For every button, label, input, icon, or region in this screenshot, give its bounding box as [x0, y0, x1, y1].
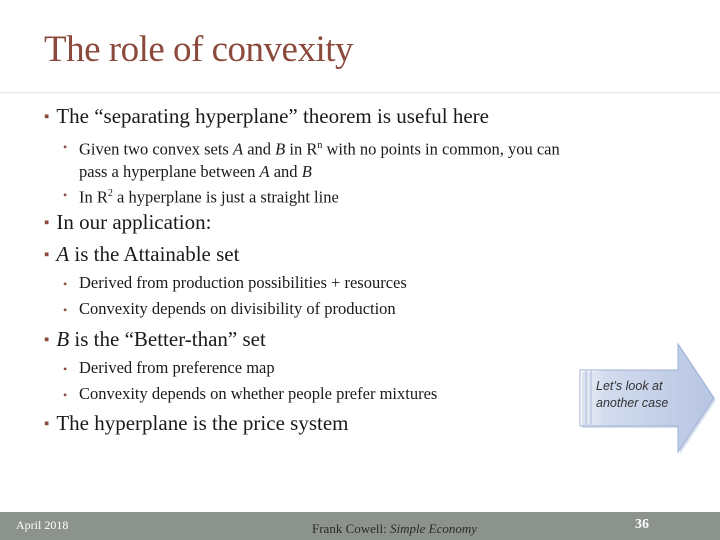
dot-bullet-icon: •: [63, 362, 68, 376]
subbullet-two-convex-sets: [64, 135, 560, 183]
subbullet-two-convex-sets-line1: Given two convex sets A and B in $R^n$ with no points in common, you can: [79, 139, 560, 159]
square-bullet-icon: ▪: [44, 247, 50, 263]
subbullet-production-possibilities: • Derived from production possibilities + resources: [64, 272, 407, 294]
slide-title: The role of convexity: [44, 29, 354, 70]
square-bullet-icon: ▪: [44, 215, 50, 231]
subbullet-r2-line: • In $R^2$ a hyperplane is just a straight line: [64, 183, 339, 209]
footer-date: April 2018: [16, 518, 69, 532]
subbullet-prefer-mixtures: • Convexity depends on whether people prefer mixtures: [64, 383, 437, 405]
nav-arrow-label[interactable]: Let’s look at another case: [596, 379, 669, 410]
subbullet-divisibility: • Convexity depends on divisibility of production: [64, 298, 396, 320]
bullet-price-system: ▪ The hyperplane is the price system: [44, 411, 349, 435]
subbullet-preference-map: • Derived from preference map: [64, 357, 275, 379]
dot-bullet-icon: •: [63, 303, 68, 317]
bullet-our-application: ▪ In our application:: [44, 210, 212, 234]
dot-bullet-icon: •: [63, 188, 68, 202]
dot-bullet-icon: •: [63, 388, 68, 402]
dot-bullet-icon: •: [63, 277, 68, 291]
bullet-attainable-set: ▪ A is the Attainable set: [44, 242, 240, 266]
dot-bullet-icon: •: [63, 140, 68, 154]
square-bullet-icon: ▪: [44, 332, 50, 348]
title-divider: [0, 92, 720, 93]
square-bullet-icon: ▪: [44, 416, 50, 432]
footer-author: Frank Cowell: Simple Economy: [312, 521, 478, 536]
bullet-separating-hyperplane: ▪ The “separating hyperplane” theorem is useful here: [44, 104, 489, 128]
subbullet-two-convex-sets-line2: pass a hyperplane between A and B: [79, 161, 312, 181]
square-bullet-icon: ▪: [44, 109, 50, 125]
bullet-better-than-set: ▪ B is the “Better-than” set: [44, 327, 266, 351]
page-number: 36: [635, 517, 649, 532]
